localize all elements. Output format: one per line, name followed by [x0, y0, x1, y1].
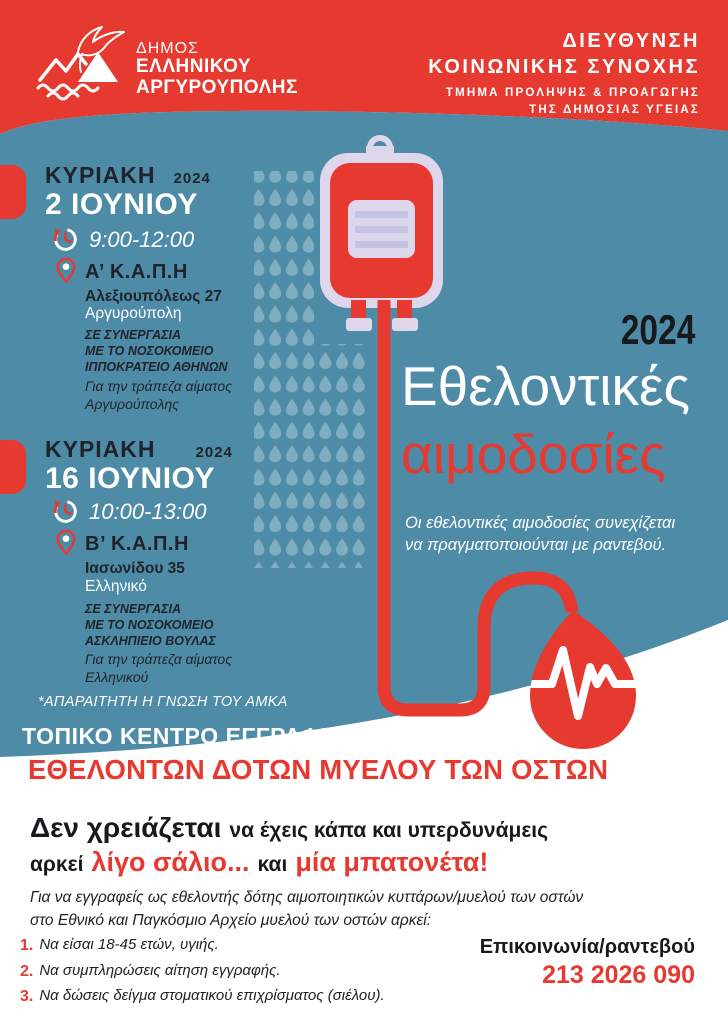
event2-date: 16 ΙΟΥΝΙΟΥ	[45, 462, 216, 495]
marrow-steps-list	[20, 933, 385, 1010]
step-number: 3.	[20, 988, 34, 1006]
campaign-title-line1: Εθελοντικές	[401, 355, 691, 417]
department-title-2: ΚΟΙΝΩΝΙΚΗΣ ΣΥΝΟΧΗΣ	[428, 56, 700, 78]
marrow-intro	[30, 886, 583, 933]
registry-banner-line2: ΕΘΕΛΟΝΤΩΝ ΔΟΤΩΝ ΜΥΕΛΟΥ ΤΩΝ ΟΣΤΩΝ	[28, 754, 609, 785]
headline1-emph: Δεν χρειάζεται	[30, 812, 222, 843]
step-item	[20, 984, 385, 1010]
event2-blood-bank-2: Ελληνικού	[85, 669, 149, 686]
municipality-name	[136, 40, 298, 98]
contact-label: Επικοινωνία/ραντεβού	[479, 936, 695, 958]
event2-year: 2024	[195, 444, 233, 461]
event1-venue: Α’ Κ.Α.Π.Η	[85, 261, 188, 283]
event2-blood-bank	[85, 650, 232, 686]
headline2-d: μία μπατονέτα!	[295, 847, 489, 877]
step-text: Να δώσεις δείγμα στοματικού επιχρίσματος (σιέλου).	[39, 987, 385, 1005]
event1-red-tab	[0, 165, 26, 219]
event1-partnership	[85, 327, 228, 375]
department-title-1: ΔΙΕΥΘΥΝΣΗ	[562, 30, 700, 52]
headline1-rest: να έχεις κάπα και υπερδυνάμεις	[229, 819, 549, 842]
drops-pattern-upper	[254, 171, 314, 568]
event2-partnership-1: ΣΕ ΣΥΝΕΡΓΑΣΙΑ	[85, 602, 182, 616]
headline2-a: αρκεί	[30, 853, 84, 876]
event1-blood-bank-1: Για την τράπεζα αίματος	[85, 378, 233, 394]
location-pin-icon	[54, 255, 78, 287]
drops-pattern-lower	[314, 344, 368, 568]
event1-partnership-2: ΜΕ ΤΟ ΝΟΣΟΚΟΜΕΙΟ	[85, 344, 214, 358]
campaign-year: 2024	[620, 306, 695, 353]
event1-time: 9:00-12:00	[89, 226, 195, 252]
marrow-headline-2	[30, 847, 488, 878]
logo-line-2: ΕΛΛΗΝΙΚΟΥ	[136, 56, 252, 78]
event2-time-row	[52, 498, 206, 525]
department-block	[428, 28, 700, 120]
marrow-headline-1	[30, 812, 548, 844]
campaign-subtitle-1: Οι εθελοντικές αιμοδοσίες συνεχίζεται	[405, 514, 676, 532]
event1-time-row	[52, 226, 194, 253]
event1-day: ΚΥΡΙΑΚΗ	[45, 162, 156, 188]
headline2-b: λίγο σάλιο...	[91, 847, 250, 877]
headline2-c: και	[257, 853, 288, 876]
event2-area: Ελληνικό	[85, 578, 147, 595]
event2-partnership-3: ΑΣΚΛΗΠΙΕΙΟ ΒΟΥΛΑΣ	[85, 634, 216, 648]
amka-note: *ΑΠΑΡΑΙΤΗΤΗ Η ΓΝΩΣΗ ΤΟΥ ΑΜΚΑ	[38, 694, 288, 710]
event2-address: Ιασωνίδου 35	[85, 560, 185, 577]
event2-day: ΚΥΡΙΑΚΗ	[45, 436, 156, 462]
step-item	[20, 959, 385, 985]
marrow-intro-2: στο Εθνικό και Παγκόσμιο Αρχείο μυελού των οστών αρκεί:	[30, 912, 432, 930]
event1-date: 2 ΙΟΥΝΙΟΥ	[45, 188, 198, 221]
marrow-intro-1: Για να εγγραφείς ως εθελοντής δότης αιμοποιητικών κυττάρων/μυελού των οστών	[30, 889, 584, 906]
step-number: 2.	[20, 962, 34, 980]
clock-icon	[52, 498, 79, 525]
location-pin-icon	[54, 527, 78, 559]
campaign-subtitle	[405, 512, 675, 557]
logo-line-1: ΔΗΜΟΣ	[136, 40, 199, 57]
event2-blood-bank-1: Για την τράπεζα αίματος	[85, 651, 233, 667]
event1-blood-bank-2: Αργυρούπολης	[85, 396, 179, 413]
event1-address: Αλεξιουπόλεως 27	[85, 288, 222, 305]
event1-day-line	[45, 162, 211, 189]
department-sub-1: ΤΜΗΜΑ ΠΡΟΛΗΨΗΣ & ΠΡΟΑΓΩΓΗΣ	[445, 87, 700, 99]
campaign-title-line2: αιμοδοσίες	[401, 423, 666, 485]
campaign-subtitle-2: να πραγματοποιούνται με ραντεβού.	[405, 536, 667, 555]
event2-day-line	[45, 436, 233, 463]
step-item	[20, 933, 385, 959]
event2-time: 10:00-13:00	[89, 498, 207, 524]
event1-blood-bank	[85, 377, 232, 413]
event2-venue: Β’ Κ.Α.Π.Η	[85, 533, 189, 555]
department-sub-2: ΤΗΣ ΔΗΜΟΣΙΑΣ ΥΓΕΙΑΣ	[529, 104, 700, 117]
event1-year: 2024	[173, 170, 211, 187]
event1-partnership-1: ΣΕ ΣΥΝΕΡΓΑΣΙΑ	[85, 328, 182, 342]
event2-partnership	[85, 601, 216, 649]
clock-icon	[52, 226, 79, 253]
step-text: Να είσαι 18-45 ετών, υγιής.	[39, 936, 219, 953]
event2-partnership-2: ΜΕ ΤΟ ΝΟΣΟΚΟΜΕΙΟ	[85, 618, 214, 632]
event2-red-tab	[0, 440, 26, 494]
contact-phone: 213 2026 090	[542, 961, 695, 989]
event1-area: Αργυρούπολη	[85, 305, 182, 322]
logo-line-3: ΑΡΓΥΡΟΥΠΟΛΗΣ	[136, 76, 298, 98]
step-number: 1.	[20, 937, 34, 954]
event1-partnership-3: ΙΠΠΟΚΡΑΤΕΙΟ ΑΘΗΝΩΝ	[85, 360, 228, 374]
step-text: Να συμπληρώσεις αίτηση εγγραφής.	[39, 961, 281, 979]
registry-banner-line1: ΤΟΠΙΚΟ ΚΕΝΤΡΟ ΕΓΓΡΑΦΗΣ	[22, 723, 352, 749]
